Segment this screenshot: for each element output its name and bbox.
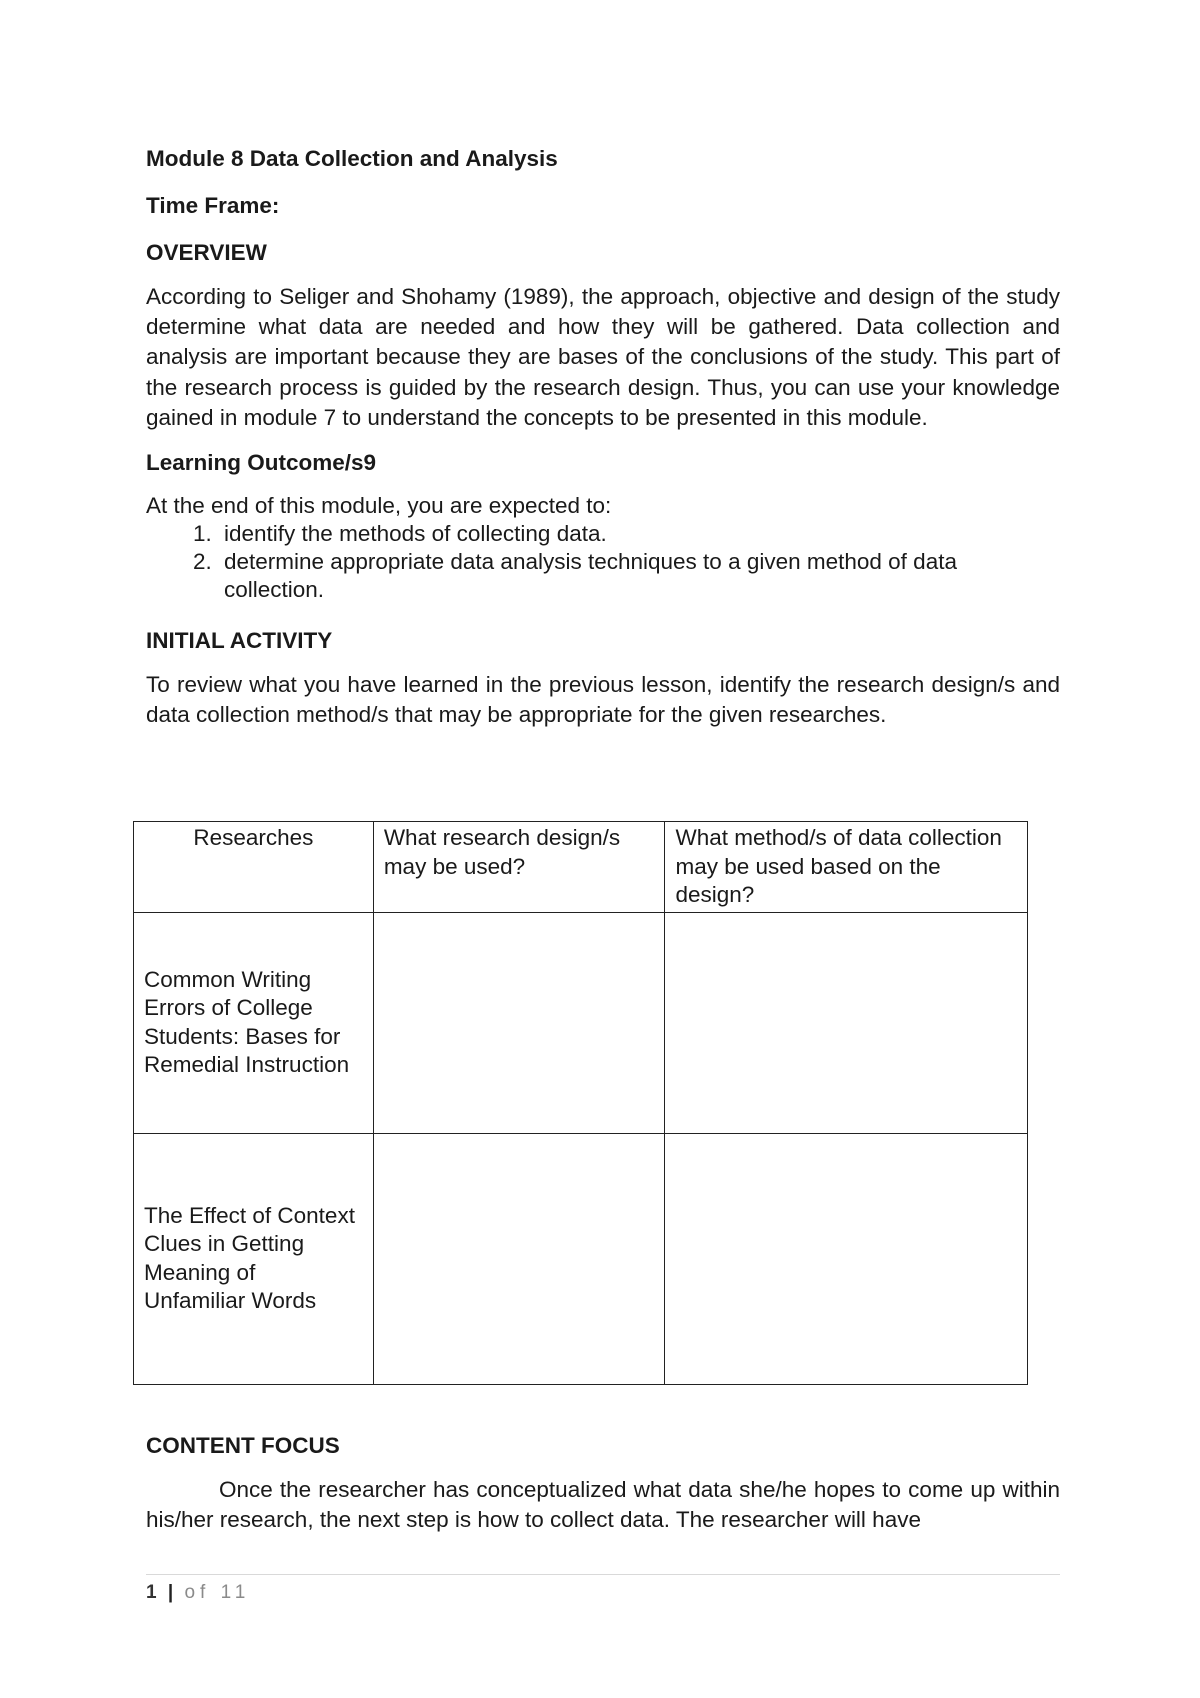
research-title-cell: The Effect of Context Clues in Getting Meaning of Unfamiliar Words [134,1133,374,1384]
overview-heading: OVERVIEW [146,240,267,265]
outcome-item: 1. identify the methods of collecting data. [218,520,1060,548]
activity-table [133,821,1028,1385]
research-design-cell[interactable] [373,912,665,1133]
research-design-cell[interactable] [373,1133,665,1384]
page-count: of 11 [184,1582,251,1603]
header-research-design: What research design/s may be used? [373,822,665,913]
header-researches: Researches [134,822,374,913]
page-number: 1 [146,1582,160,1603]
content-focus-text: Once the researcher has conceptualized what data she/he hopes to come up within his/her research, the next step is how to collect data. The researcher will have [146,1477,1060,1533]
page-footer [146,1582,250,1604]
table-row [134,912,1028,1133]
time-frame-label: Time Frame: [146,193,280,218]
collection-method-cell[interactable] [665,912,1028,1133]
learning-outcomes-list [146,520,1060,604]
table-row [134,1133,1028,1384]
outcome-item: 2. determine appropriate data analysis techniques to a given method of data collection. [218,548,1060,604]
research-title-cell: Common Writing Errors of College Students: Bases for Remedial Instruction [134,912,374,1133]
collection-method-cell[interactable] [665,1133,1028,1384]
footer-separator: | [167,1582,177,1603]
overview-text: According to Seliger and Shohamy (1989), the approach, objective and design of the study determine what data are needed and how they will be gathered. Data collection and analysis are important because they are bases of the conclusions of the study. This part of the research process is guided by the research design. Thus, you can use your knowledge gained in module 7 to understand the concepts to be presented in this module. [146,284,1060,430]
table-header-row [134,822,1028,913]
page-content [146,144,1060,730]
header-collection-method: What method/s of data collection may be used based on the design? [665,822,1028,913]
initial-activity-heading: INITIAL ACTIVITY [146,628,333,654]
initial-activity-text: To review what you have learned in the previous lesson, identify the research design/s and data collection method/s that may be appropriate for the given researches. [146,672,1060,728]
footer-divider [146,1574,1060,1575]
learning-outcomes-heading: Learning Outcome/s9 [146,450,377,476]
module-title: Module 8 Data Collection and Analysis [146,146,558,171]
content-focus-section [146,1431,1060,1535]
content-focus-heading: CONTENT FOCUS [146,1433,340,1458]
learning-outcomes-intro: At the end of this module, you are expected to: [146,493,612,519]
